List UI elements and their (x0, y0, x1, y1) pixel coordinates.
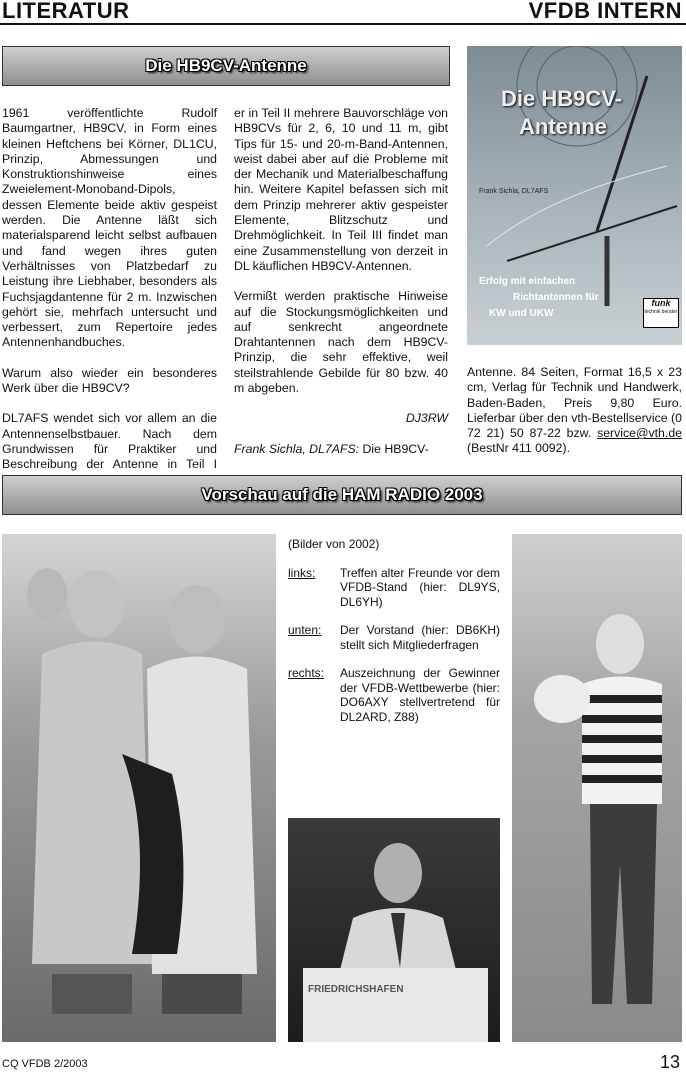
footer-issue: CQ VFDB 2/2003 (2, 1058, 88, 1070)
reviewer-signature: DJ3RW (405, 411, 448, 426)
book-title-line2: Antenne (519, 114, 607, 139)
article-column-1 (2, 106, 217, 488)
page-number: 13 (659, 1052, 680, 1072)
article-title: Die HB9CV-Antenne (145, 56, 307, 75)
sign-text: FRIEDRICHSHAFEN (308, 984, 404, 995)
article-column-2 (234, 106, 448, 457)
book-details-text: Die HB9CV- (359, 441, 429, 456)
caption-right (288, 666, 500, 724)
publisher-logo-subtext: technik berater (644, 309, 678, 315)
book-details-start (234, 442, 448, 457)
caption-label: unten: (288, 623, 322, 637)
article-title-banner (2, 46, 450, 86)
caption-label: rechts: (288, 666, 325, 680)
book-tagline-2: Richtantennen für (513, 292, 599, 303)
caption-left (288, 566, 500, 610)
caption-text: Auszeichnung der Gewinner der VFDB-Wettbewerbe (hier: DO6AXY stellvertretend für DL2ARD, Z88) (340, 666, 500, 724)
caption-text: Der Vorstand (hier: DB6KH) stellt sich Mitgliederfragen (340, 623, 500, 652)
paragraph: Warum also wieder ein besonderes Werk über die HB9CV? (2, 365, 217, 396)
book-author: Frank Sichla, DL7AFS: (234, 441, 360, 456)
book-tagline-3: KW und UKW (489, 308, 554, 319)
section-header-right: VFDB INTERN (528, 0, 682, 23)
publisher-logo-text: funk (651, 298, 671, 308)
paragraph: 1961 veröffentlichte Rudolf Baumgartner, HB9CV, in Form eines kleinen Heftchens bei Körner, DL1CU, Prinzip, Abmessungen und Konstruktionshinweise eines Zweielement-Monoband-Dipols, dessen Elemente beide aktiv gespeist werden. Die Antenne läßt sich materialsparend leicht selbst aufbauen und fand wegen ihres guten Verhältnisses von Platzbedarf zu Leistung ihre Liebhaber, besonders als Fuchsjagdantenne für 2 m. Inzwischen gehört sie, mehrfach untersucht und verbessert, zum Repertoire jedes Antennenhandbuches. (2, 106, 217, 350)
book-cover-author: Frank Sichla, DL7AFS (479, 188, 549, 195)
publisher-logo (643, 298, 679, 328)
book-details-text: Antenne. 84 Seiten, Format 16,5 x 23 cm, Verlag für Technik und Handwerk, Baden-Baden, Preis 9,80 Euro. Lieferbar über den vth-Bestellservice (0 72 21) 50 87-22 bzw. (467, 365, 682, 441)
preview-title: Vorschau auf die HAM RADIO 2003 (201, 485, 483, 504)
paragraph: DL7AFS wendet sich vor allem an die Antennenselbstbauer. Nach dem Grundwissen für Praktiker und Beschreibung der Antenne in Teil I (2, 411, 217, 472)
paragraph: er in Teil II mehrere Bauvorschläge von HB9CVs für 2, 6, 10 und 11 m, gibt Tips für 15- und 20-m-Band-Antennen, weist dabei aber auf die Probleme mit der Mechanik und Materialbeschaffung hin. Weitere Kapitel befassen sich mit dem Prinzip mehrerer aktiv gespeister Elemente, Blitzschutz und Drehmöglichkeit. In Teil III findet man eine Zusammenstellung von derzeit in DL käuflichen HB9CV-Antennen. (234, 106, 448, 273)
article-column-3 (467, 365, 682, 457)
order-email-link[interactable]: service@vth.de (597, 426, 682, 441)
header-rule (0, 23, 686, 25)
section-header-left: LITERATUR (2, 0, 130, 23)
photo-old-friends (2, 534, 276, 1042)
photo-figures (512, 534, 682, 1042)
photo-captions (288, 537, 500, 724)
order-number: (BestNr 411 0092). (467, 441, 570, 456)
photo-figures (2, 534, 276, 1042)
photo-award-winner (512, 534, 682, 1042)
caption-text: Treffen alter Freunde vor dem VFDB-Stand (hier: DL9YS, DL6YH) (340, 565, 500, 609)
caption-label: links: (288, 565, 316, 580)
book-cover-image (467, 46, 682, 345)
book-tagline-1: Erfolg mit einfachen (479, 276, 576, 287)
captions-intro: (Bilder von 2002) (288, 537, 380, 551)
preview-title-banner (2, 475, 682, 515)
book-title-line1: Die HB9CV- (501, 86, 623, 111)
caption-bottom (288, 623, 500, 652)
paragraph: Vermißt werden praktische Hinweise auf die Stockungsmöglichkeiten und auf senkrecht angeordnete Drahtantennen nach dem HB9CV-Prinzip, die sehr effektive, weil steilstrahlende Gebilde für 80 bzw. 40 m abgeben. (234, 289, 448, 396)
photo-figures (288, 818, 500, 1042)
photo-board-member (288, 818, 500, 1042)
